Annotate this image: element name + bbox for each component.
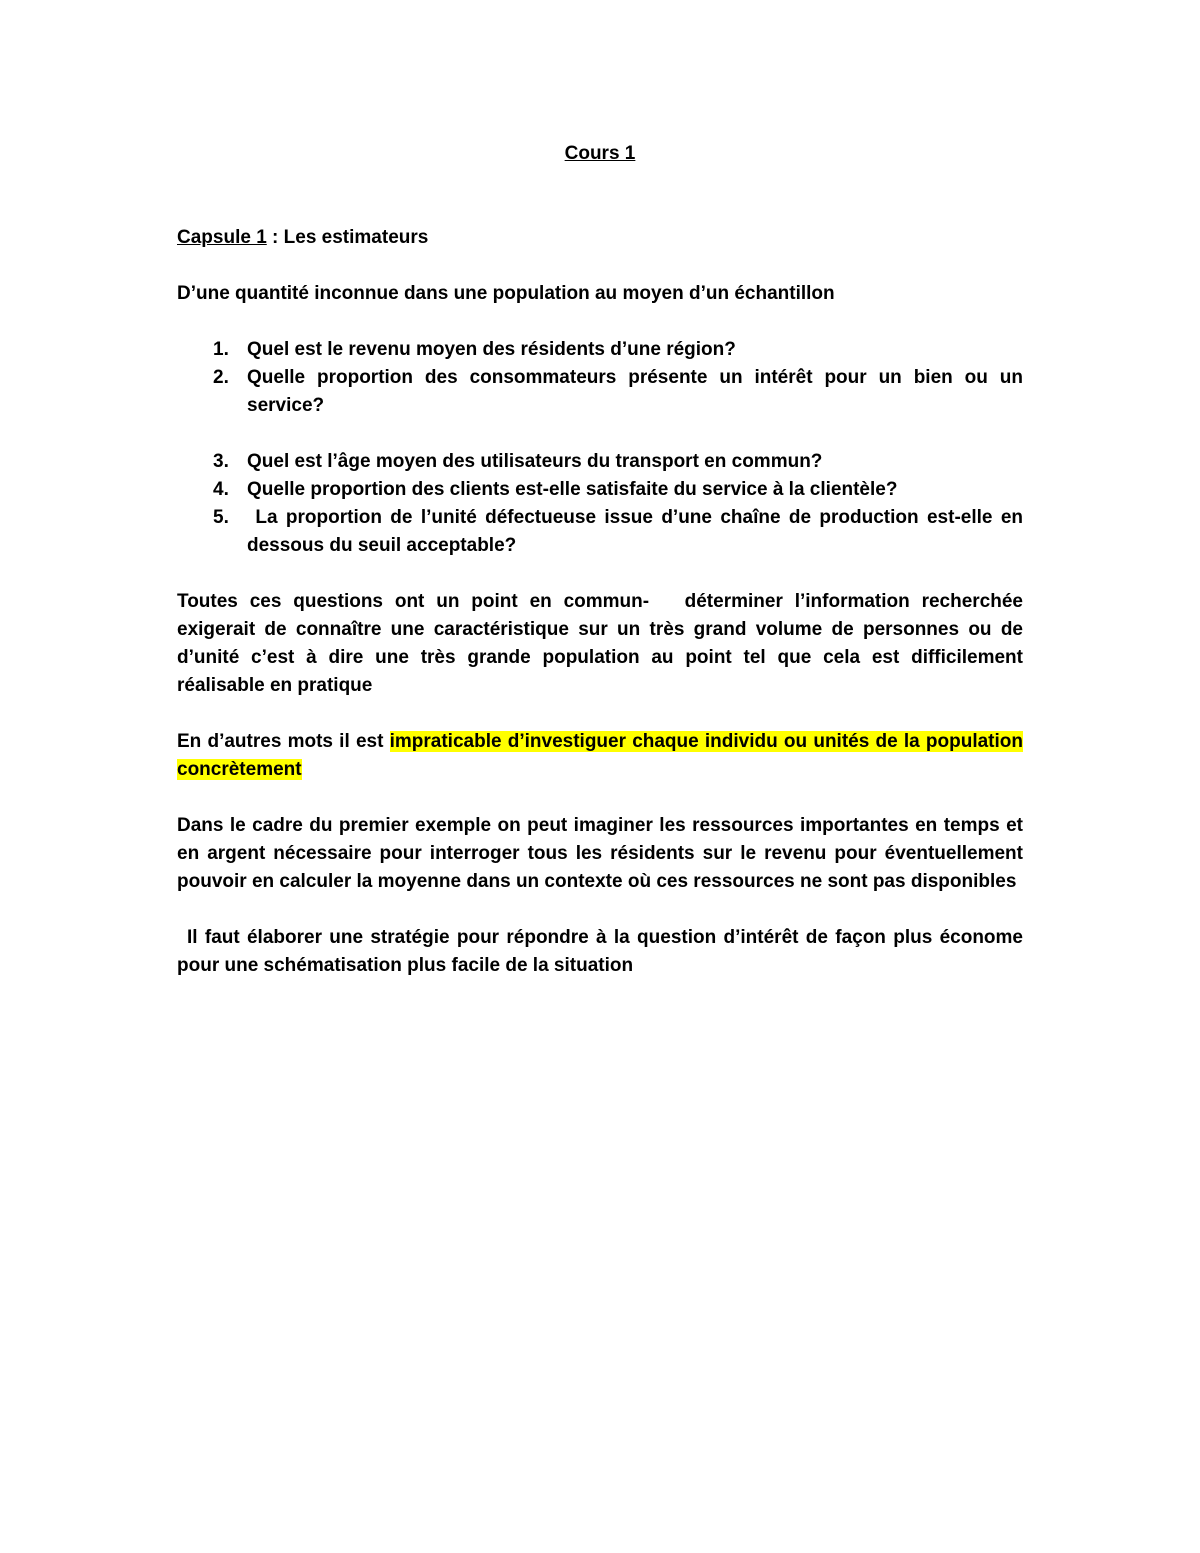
- list-item: [177, 504, 1029, 560]
- highlighted-text: impraticable d’investiguer chaque individu ou unités de la population concrètement: [177, 731, 1024, 780]
- list-item-number: 3.: [213, 451, 229, 472]
- list-item-text: Quelle proportion des consommateurs présente un intérêt pour un bien ou un service?: [247, 367, 1023, 416]
- paragraph-example: Dans le cadre du premier exemple on peut imaginer les ressources importantes en temps et en argent nécessaire pour interroger tous les résidents sur le revenu pour éventuellement pouvoir en calculer la moyenne dans un contexte où ces ressources ne sont pas disponibles: [177, 815, 1023, 892]
- list-item-number: 4.: [213, 479, 229, 500]
- paragraph-strategy: [177, 924, 1023, 980]
- list-item: [177, 448, 1023, 476]
- list-item-number: 1.: [213, 339, 229, 360]
- document-title: Cours 1: [564, 143, 636, 164]
- questions-list: [177, 336, 1029, 560]
- intro-sentence: D’une quantité inconnue dans une population au moyen d’un échantillon: [177, 283, 835, 304]
- list-item-number: 2.: [213, 367, 229, 388]
- capsule-heading: [177, 224, 1023, 252]
- paragraph-common-point: Toutes ces questions ont un point en commun- déterminer l’information recherchée exigerait de connaître une caractéristique sur un très grand volume de personnes ou de d’unité c’est à dire une très grande population au point tel que cela est difficilement réalisable en pratique: [177, 591, 1029, 696]
- list-item-text: Quel est l’âge moyen des utilisateurs du transport en commun?: [247, 451, 823, 472]
- list-item-text: Quel est le revenu moyen des résidents d’une région?: [247, 339, 736, 360]
- paragraph-impracticable: [177, 728, 1023, 784]
- list-item-text: La proportion de l’unité défectueuse issue d’une chaîne de production est-elle en dessous du seuil acceptable?: [247, 507, 1029, 556]
- capsule-separator: :: [266, 227, 284, 248]
- list-item-text: Quelle proportion des clients est-elle satisfaite du service à la clientèle?: [247, 479, 898, 500]
- list-item: [177, 336, 1023, 364]
- capsule-label: Capsule 1: [177, 227, 267, 248]
- list-item-number: 5.: [213, 507, 229, 528]
- list-item: [177, 364, 1023, 420]
- paragraph-impracticable-lead: En d’autres mots il est: [177, 731, 390, 752]
- paragraph-strategy-text: Il faut élaborer une stratégie pour répondre à la question d’intérêt de façon plus économe pour une schématisation plus facile de la situation: [177, 927, 1023, 976]
- capsule-topic: Les estimateurs: [283, 227, 429, 248]
- list-item: [177, 476, 1023, 504]
- document-body: [177, 140, 1029, 980]
